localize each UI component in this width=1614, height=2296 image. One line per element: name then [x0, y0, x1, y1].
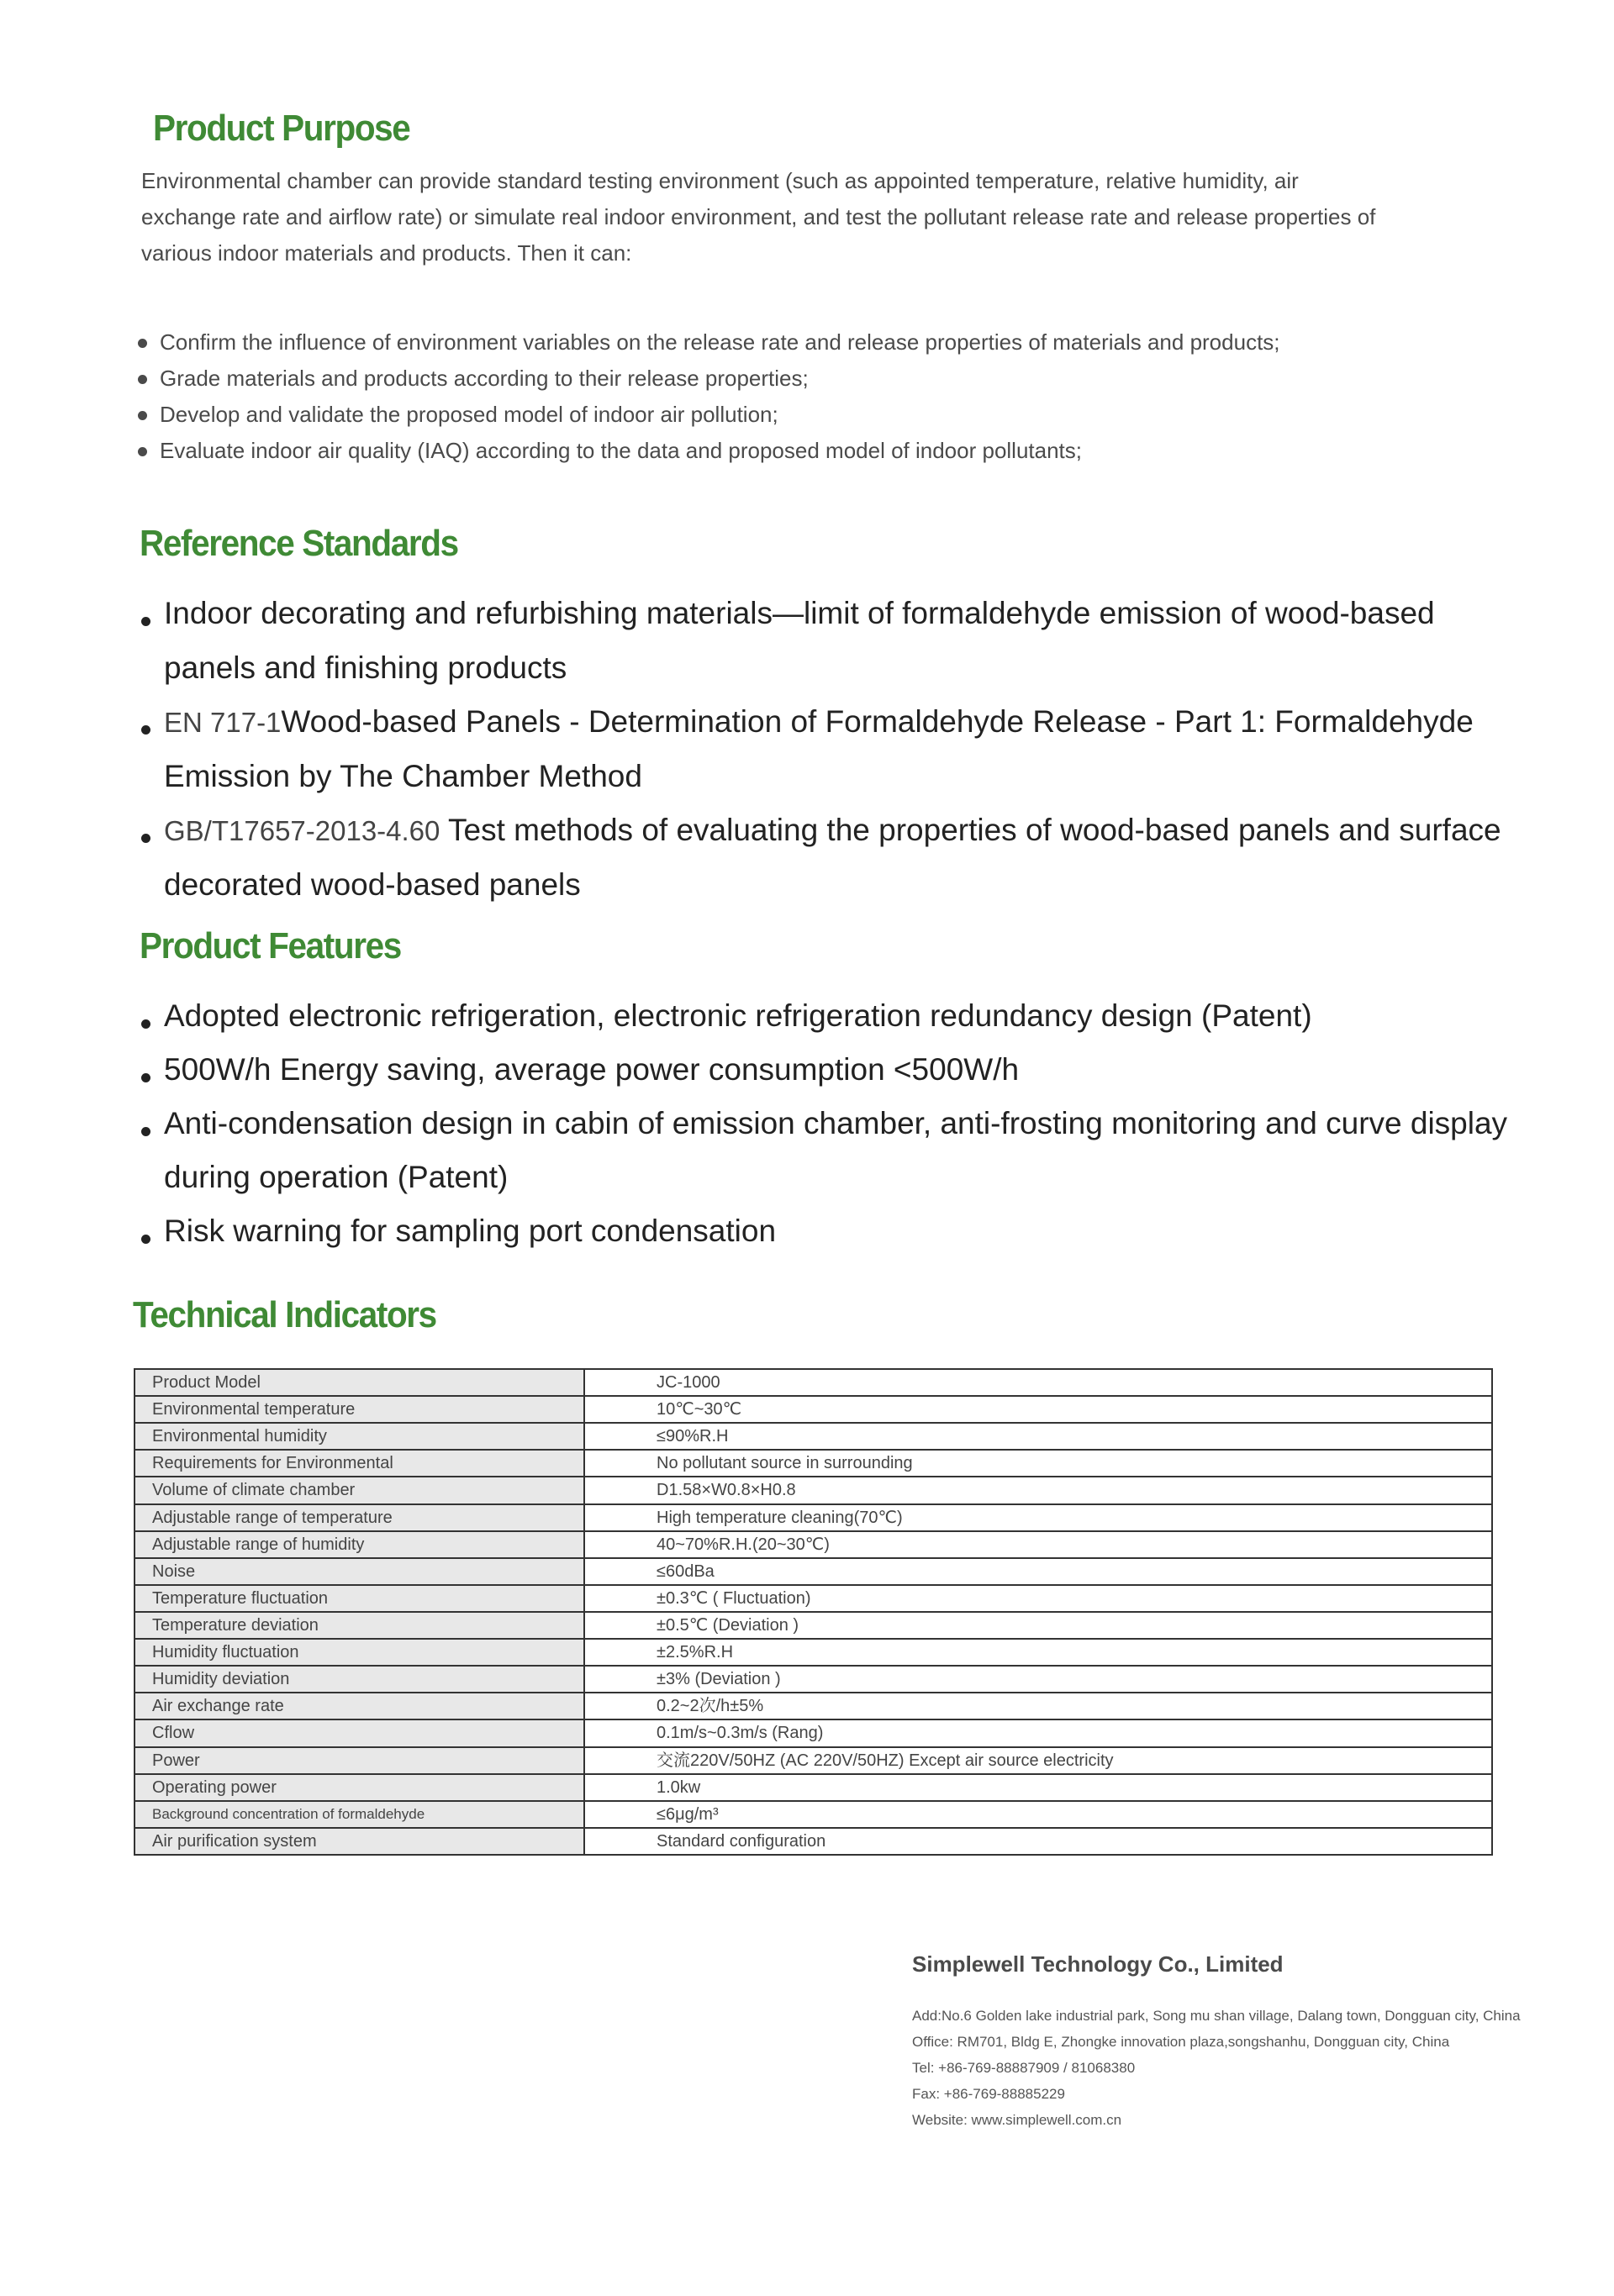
tel-line: Tel: +86-769-88887909 / 81068380: [912, 2060, 1136, 2076]
contact-info: [912, 2003, 1601, 2133]
product-purpose-heading: Product Purpose: [153, 108, 410, 149]
bullet-dot: [138, 447, 147, 456]
list-item: Evaluate indoor air quality (IAQ) according to the data and proposed model of indoor pollutants;: [136, 433, 1448, 469]
address-line: Add:No.6 Golden lake industrial park, Song mu shan village, Dalang town, Dongguan city, China: [912, 2008, 1521, 2024]
spec-param: Temperature fluctuation: [134, 1585, 584, 1612]
table-row: [134, 1639, 1492, 1666]
table-row: [134, 1531, 1492, 1558]
product-features-heading: Product Features: [140, 925, 401, 966]
table-row: [134, 1396, 1492, 1423]
spec-param: Temperature deviation: [134, 1612, 584, 1639]
website-line: Website: www.simplewell.com.cn: [912, 2112, 1122, 2128]
spec-param: Background concentration of formaldehyde: [134, 1801, 584, 1828]
purpose-bullet-list: [136, 324, 1448, 469]
spec-value: 1.0kw: [584, 1774, 1492, 1801]
table-row: [134, 1801, 1492, 1828]
table-row: [134, 1612, 1492, 1639]
spec-param: Humidity deviation: [134, 1666, 584, 1693]
spec-param: Environmental humidity: [134, 1423, 584, 1450]
table-row: [134, 1828, 1492, 1855]
spec-value: ≤90%R.H: [584, 1423, 1492, 1450]
spec-value: 40~70%R.H.(20~30℃): [584, 1531, 1492, 1558]
spec-value: ≤60dBa: [584, 1558, 1492, 1585]
spec-param: Adjustable range of temperature: [134, 1504, 584, 1531]
list-item: Adopted electronic refrigeration, electronic refrigeration redundancy design (Patent): [140, 989, 1518, 1043]
reference-standards-heading: Reference Standards: [140, 523, 458, 564]
table-row: [134, 1719, 1492, 1746]
spec-value: ±0.5℃ (Deviation ): [584, 1612, 1492, 1639]
bullet-dot: [141, 1127, 150, 1136]
spec-param: Humidity fluctuation: [134, 1639, 584, 1666]
spec-param: Power: [134, 1747, 584, 1774]
spec-value: D1.58×W0.8×H0.8: [584, 1477, 1492, 1503]
bullet-dot: [141, 1019, 150, 1029]
table-row: [134, 1558, 1492, 1585]
standard-code: EN 717-1: [164, 707, 282, 738]
spec-value: 0.1m/s~0.3m/s (Rang): [584, 1719, 1492, 1746]
bullet-dot: [141, 1073, 150, 1082]
list-item: GB/T17657-2013-4.60 Test methods of evaluating the properties of wood-based panels and surface decorated wood-based panels: [140, 803, 1518, 912]
list-item: Risk warning for sampling port condensation: [140, 1204, 1518, 1258]
spec-value: ≤6μg/m³: [584, 1801, 1492, 1828]
spec-value: ±2.5%R.H: [584, 1639, 1492, 1666]
bullet-dot: [141, 1235, 150, 1244]
list-item: Indoor decorating and refurbishing materials—limit of formaldehyde emission of wood-based panels and finishing products: [140, 587, 1518, 695]
spec-param: Volume of climate chamber: [134, 1477, 584, 1503]
spec-param: Air exchange rate: [134, 1693, 584, 1719]
spec-value: No pollutant source in surrounding: [584, 1450, 1492, 1477]
bullet-dot: [138, 411, 147, 420]
standards-list: [140, 587, 1518, 912]
spec-value: ±3% (Deviation ): [584, 1666, 1492, 1693]
list-item: Confirm the influence of environment variables on the release rate and release properties of materials and products;: [136, 324, 1448, 361]
technical-indicators-table: [134, 1368, 1493, 1856]
spec-value: High temperature cleaning(70℃): [584, 1504, 1492, 1531]
table-row: [134, 1477, 1492, 1503]
spec-param: Environmental temperature: [134, 1396, 584, 1423]
spec-param: Adjustable range of humidity: [134, 1531, 584, 1558]
list-item: EN 717-1Wood-based Panels - Determination of Formaldehyde Release - Part 1: Formaldehyde Emission by The Chamber Method: [140, 695, 1518, 803]
product-purpose-intro: Environmental chamber can provide standard testing environment (such as appointed temperature, relative humidity, air exchange rate and airflow rate) or simulate real indoor environment, and test the pollutant release rate and release properties of various indoor materials and products. Then it can:: [141, 168, 1376, 266]
bullet-dot: [141, 617, 150, 626]
spec-value: Standard configuration: [584, 1828, 1492, 1855]
spec-param: Air purification system: [134, 1828, 584, 1855]
list-item: Develop and validate the proposed model of indoor air pollution;: [136, 397, 1448, 433]
list-item: 500W/h Energy saving, average power consumption <500W/h: [140, 1043, 1518, 1097]
technical-indicators-heading: Technical Indicators: [133, 1294, 436, 1335]
list-item: Grade materials and products according to their release properties;: [136, 361, 1448, 397]
bullet-dot: [138, 375, 147, 384]
spec-value: 10℃~30℃: [584, 1396, 1492, 1423]
table-row: [134, 1450, 1492, 1477]
table-row: [134, 1585, 1492, 1612]
table-row: [134, 1693, 1492, 1719]
bullet-dot: [138, 339, 147, 348]
table-row: [134, 1369, 1492, 1396]
spec-param: Product Model: [134, 1369, 584, 1396]
table-row: [134, 1774, 1492, 1801]
bullet-dot: [141, 725, 150, 735]
spec-param: Cflow: [134, 1719, 584, 1746]
table-row: [134, 1504, 1492, 1531]
spec-value: 0.2~2次/h±5%: [584, 1693, 1492, 1719]
features-list: [140, 989, 1518, 1258]
spec-value: ±0.3℃ ( Fluctuation): [584, 1585, 1492, 1612]
spec-value: 交流220V/50HZ (AC 220V/50HZ) Except air source electricity: [584, 1747, 1492, 1774]
fax-line: Fax: +86-769-88885229: [912, 2086, 1065, 2102]
spec-param: Noise: [134, 1558, 584, 1585]
table-row: [134, 1423, 1492, 1450]
spec-param: Requirements for Environmental: [134, 1450, 584, 1477]
table-row: [134, 1747, 1492, 1774]
bullet-dot: [141, 834, 150, 843]
spec-param: Operating power: [134, 1774, 584, 1801]
list-item: Anti-condensation design in cabin of emission chamber, anti-frosting monitoring and curve display during operation (Patent): [140, 1097, 1518, 1204]
office-line: Office: RM701, Bldg E, Zhongke innovation plaza,songshanhu, Dongguan city, China: [912, 2034, 1450, 2050]
table-row: [134, 1666, 1492, 1693]
spec-value: JC-1000: [584, 1369, 1492, 1396]
standard-code: GB/T17657-2013-4.60: [164, 815, 440, 846]
company-name: Simplewell Technology Co., Limited: [912, 1951, 1284, 1977]
